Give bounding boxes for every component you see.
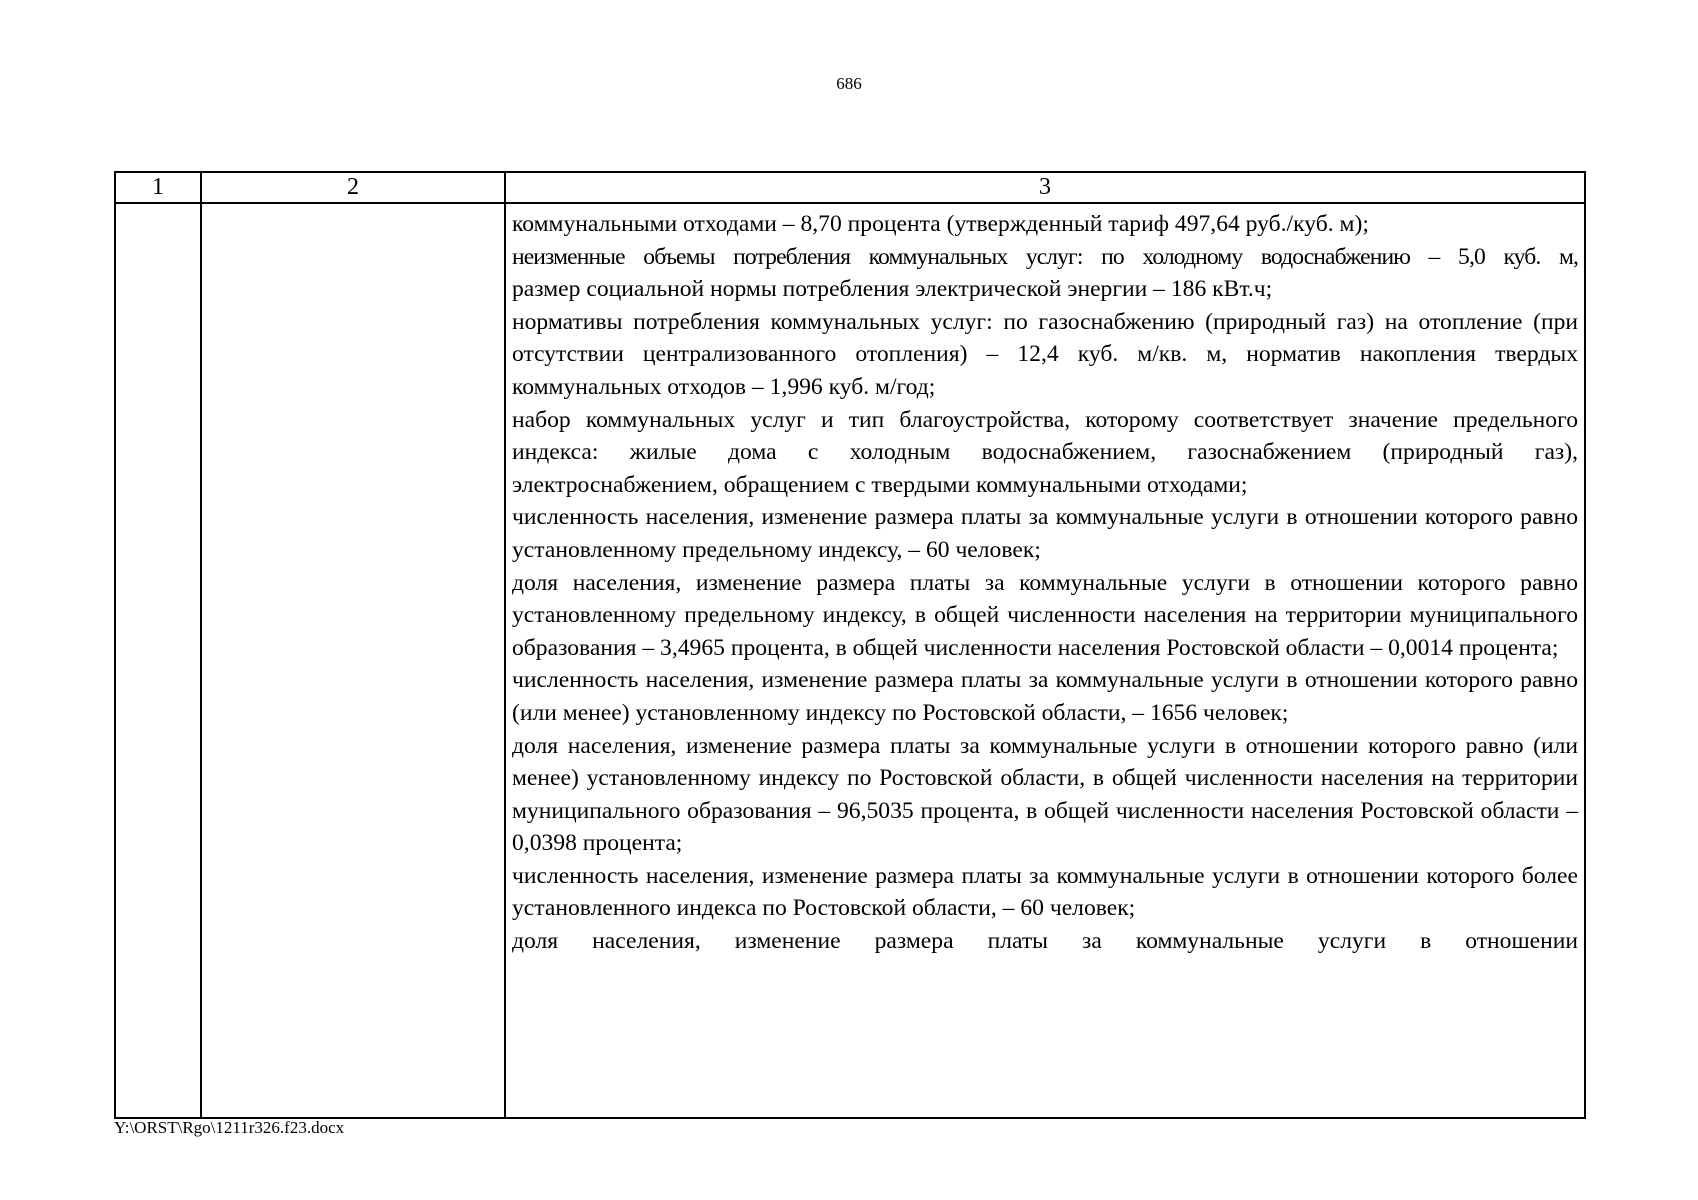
table-header-row [115, 172, 1585, 203]
table-cell-col3 [505, 203, 1585, 1118]
paragraph: доля населения, изменение размера платы за коммунальные услуги в отношении которого равно (или менее) установленному индексу по Ростовской области, в общей численности населения на территории муниципального образования – 96,5035 процента, в общей численности населения Ростовской области – 0,0398 процента; [512, 732, 1578, 857]
paragraph: численность населения, изменение размера платы за коммунальные услуги в отношении которого равно (или менее) установленному индексу по Ростовской области, – 1656 человек; [512, 667, 1578, 726]
paragraph: размер социальной нормы потребления электрической энергии – 186 кВт.ч; [512, 276, 1273, 303]
table-row [115, 203, 1585, 1118]
document-table [114, 171, 1586, 1119]
paragraph: набор коммунальных услуг и тип благоустройства, которому соответствует значение предельного индекса: жилые дома с холодным водоснабжением, газоснабжением (природный газ), электроснабжением, обращением с твердыми коммунальными отходами; [512, 406, 1578, 498]
page-number: 686 [836, 74, 862, 93]
paragraph: доля населения, изменение размера платы за коммунальные услуги в отношении которого равно установленному предельному индексу, в общей численности населения на территории муниципального образования – 3,4965 процента, в общей численности населения Ростовской области – 0,0014 процента; [512, 569, 1578, 661]
table-cell-col2 [201, 203, 505, 1118]
paragraph: неизменные объемы потребления коммунальных услуг: по холодному водоснабжению – 5,0 куб. м, [512, 243, 1578, 270]
paragraph: нормативы потребления коммунальных услуг: по газоснабжению (природный газ) на отопление (при отсутствии централизованного отопления) – 12,4 куб. м/кв. м, норматив накопления твердых коммунальных отходов – 1,996 куб. м/год; [512, 308, 1578, 400]
table-cell-col1 [115, 203, 201, 1118]
paragraph: доля населения, изменение размера платы за коммунальные услуги в отношении [512, 928, 1578, 955]
column-header-1: 1 [115, 172, 201, 203]
paragraph: коммунальными отходами – 8,70 процента (утвержденный тариф 497,64 руб./куб. м); [512, 211, 1369, 237]
column-header-2: 2 [201, 172, 505, 203]
cell-text-content [506, 204, 1584, 958]
column-header-3: 3 [505, 172, 1585, 203]
paragraph: численность населения, изменение размера платы за коммунальные услуги в отношении которого равно установленному предельному индексу, – 60 человек; [512, 504, 1578, 563]
paragraph: численность населения, изменение размера платы за коммунальные услуги в отношении которого более установленного индекса по Ростовской области, – 60 человек; [512, 862, 1578, 922]
file-path-footer: Y:\ORST\Rgo\1211r326.f23.docx [114, 1118, 345, 1137]
